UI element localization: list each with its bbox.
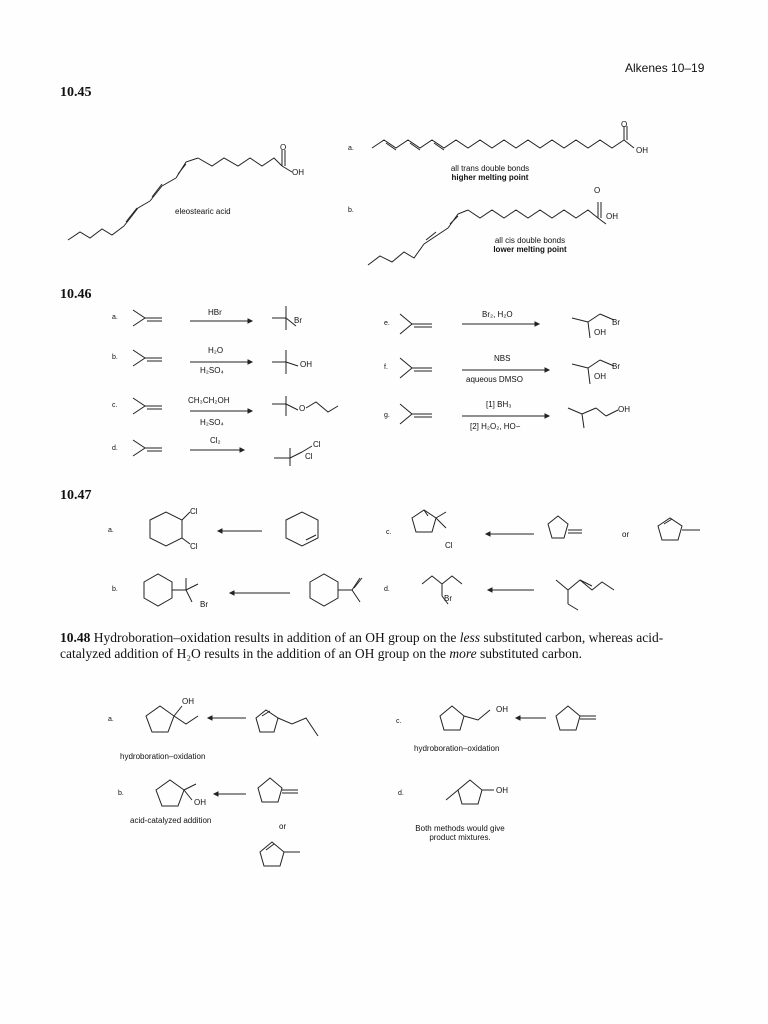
- row-f-product-oh: OH: [594, 372, 606, 381]
- row-c-product-label: O: [299, 404, 306, 413]
- row-f-reagent-top: NBS: [494, 354, 511, 363]
- o-label-cis: O: [594, 186, 601, 195]
- row-c-letter: c.: [112, 402, 118, 409]
- row-e-product-oh: OH: [594, 328, 606, 337]
- p1048-d-caption: [400, 824, 520, 842]
- row-f-product-br: Br: [612, 362, 620, 371]
- row-e-reagent: Br₂, H₂O: [482, 310, 513, 319]
- p1048-b-oh: OH: [194, 798, 206, 807]
- p1048-d-caption-line2: product mixtures.: [429, 833, 491, 843]
- p1048-b-or: or: [279, 822, 287, 831]
- problem-10-46-number: 10.46: [60, 287, 92, 302]
- p1047-a-cl-2: Cl: [190, 542, 198, 551]
- caption-trans-line2: higher melting point: [451, 173, 529, 183]
- row-g-reagent-bottom: [2] H₂O₂, HO−: [470, 422, 521, 431]
- p1048-c-oh: OH: [496, 705, 508, 714]
- oh-label-trans: OH: [636, 146, 648, 155]
- row-g-letter: g.: [384, 412, 390, 419]
- row-e-product-br: Br: [612, 318, 620, 327]
- part-a-letter: a.: [348, 145, 354, 152]
- p1048-c-letter: c.: [396, 718, 402, 725]
- eleostearic-acid-label: eleostearic acid: [175, 207, 231, 216]
- text-part-3: substituted carbon.: [476, 646, 582, 661]
- p1047-d-letter: d.: [384, 586, 390, 593]
- row-d-product-label-2: Cl: [305, 452, 313, 461]
- row-g-reagent-top: [1] BH₃: [486, 400, 512, 409]
- p1048-d-caption-line1: Both methods would give: [415, 824, 505, 833]
- running-title: Alkenes 10–19: [625, 61, 705, 75]
- p1047-c-cl: Cl: [445, 541, 453, 550]
- row-c-reagent-top: CH₃CH₂OH: [188, 396, 230, 405]
- oh-label-eleostearic: OH: [292, 168, 304, 177]
- p1047-a-cl-1: Cl: [190, 507, 198, 516]
- row-b-reagent-bottom: H₂SO₄: [200, 366, 224, 375]
- text-part-1: Hydroboration–oxidation results in addition of an OH group on the: [93, 630, 460, 645]
- p1048-a-caption: hydroboration–oxidation: [120, 752, 206, 761]
- row-a-letter: a.: [112, 314, 118, 321]
- caption-cis-line1: all cis double bonds: [494, 236, 566, 245]
- p1048-b-letter: b.: [118, 790, 124, 797]
- row-a-reagent: HBr: [208, 308, 222, 317]
- p1047-b-letter: b.: [112, 586, 118, 593]
- p1047-a-letter: a.: [108, 527, 114, 534]
- text-part-2: substituted carbon, whereas acid-catalyzed addition of H₂O results in the addition of an OH group on the: [60, 630, 664, 661]
- problem-10-47-number: 10.47: [60, 488, 92, 503]
- row-f-reagent-bottom: aqueous DMSO: [466, 375, 523, 384]
- row-f-letter: f.: [384, 364, 388, 371]
- row-d-letter: d.: [112, 445, 118, 452]
- p1047-d-br: Br: [444, 594, 452, 603]
- caption-cis-line2: lower melting point: [493, 245, 567, 255]
- p1048-d-letter: d.: [398, 790, 404, 797]
- caption-trans-line1: all trans double bonds: [450, 164, 530, 173]
- p1048-c-caption: hydroboration–oxidation: [414, 744, 500, 753]
- text-more: more: [449, 646, 477, 661]
- row-b-reagent-top: H₂O: [208, 346, 224, 355]
- o-label-trans: O: [621, 120, 628, 129]
- p1048-a-oh: OH: [182, 697, 194, 706]
- p1047-b-br: Br: [200, 600, 208, 609]
- row-d-product-label-1: Cl: [313, 440, 321, 449]
- row-b-product-label: OH: [300, 360, 312, 369]
- oh-label-cis: OH: [606, 212, 618, 221]
- p1047-c-or: or: [622, 530, 630, 539]
- p1048-a-letter: a.: [108, 716, 114, 723]
- p1047-c-letter: c.: [386, 529, 392, 536]
- part-b-letter: b.: [348, 207, 354, 214]
- p1048-d-oh: OH: [496, 786, 508, 795]
- row-b-letter: b.: [112, 354, 118, 361]
- text-less: less: [459, 630, 480, 645]
- row-c-reagent-bottom: H₂SO₄: [200, 418, 224, 427]
- o-label-eleostearic: O: [280, 143, 287, 152]
- row-a-product-label: Br: [294, 316, 302, 325]
- p1048-b-caption: acid-catalyzed addition: [130, 816, 212, 825]
- row-d-reagent: Cl₂: [210, 436, 221, 445]
- problem-10-48-number: 10.48: [60, 630, 91, 645]
- row-g-product-oh: OH: [618, 405, 630, 414]
- row-e-letter: e.: [384, 320, 390, 327]
- problem-10-45-number: 10.45: [60, 85, 92, 100]
